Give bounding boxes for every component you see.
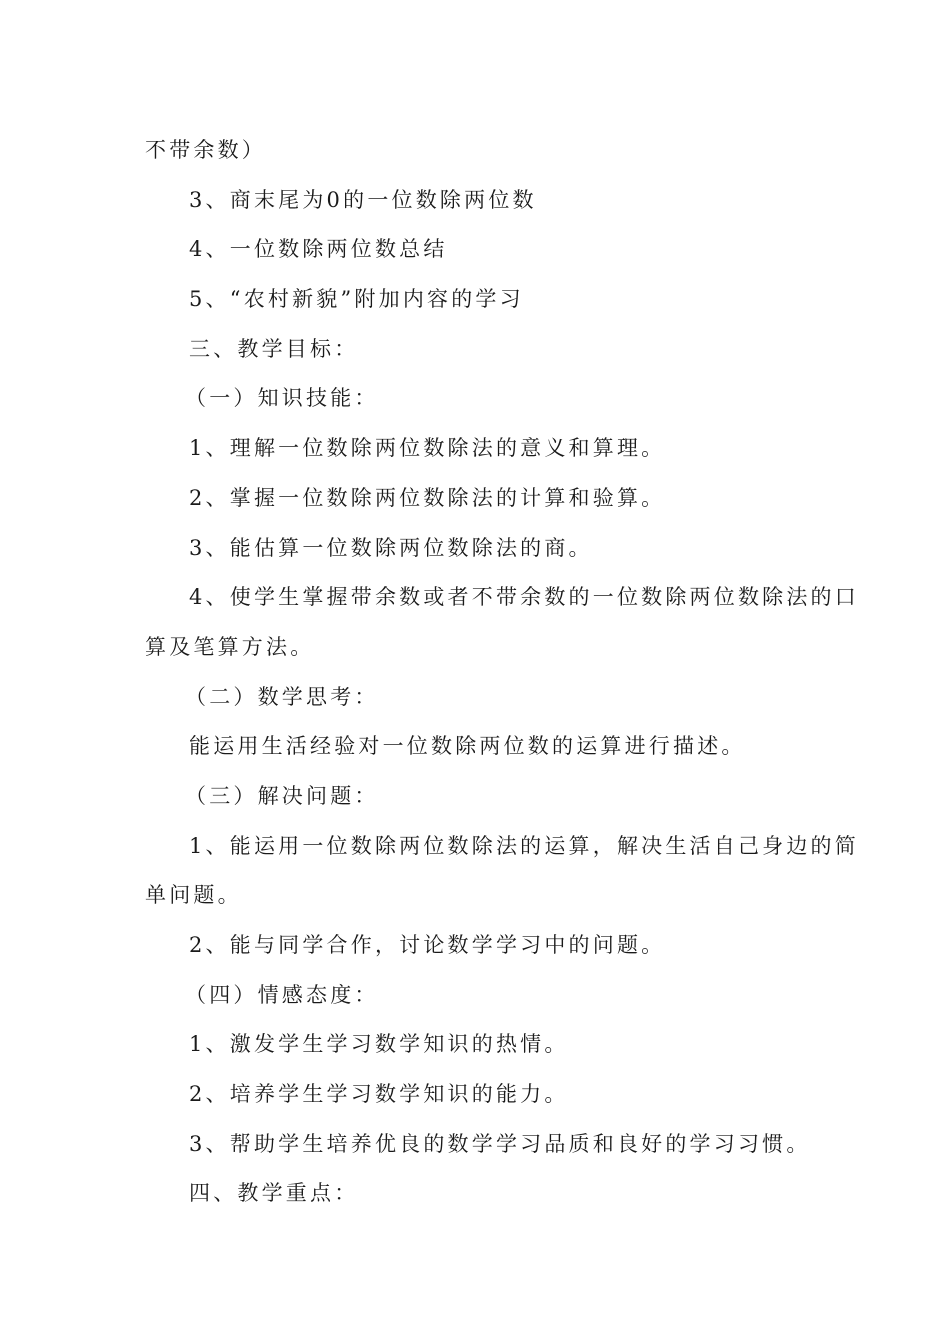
subsection-heading: （三）解决问题： — [185, 783, 379, 808]
subsection-heading: （二）数学思考： — [185, 684, 379, 709]
list-item: 2、掌握一位数除两位数除法的计算和验算。 — [189, 485, 666, 510]
continuation-line: 算及笔算方法。 — [145, 634, 315, 659]
list-item: 2、培养学生学习数学知识的能力。 — [189, 1082, 569, 1107]
section-heading: 四、教学重点： — [189, 1181, 359, 1206]
list-item: 4、使学生掌握带余数或者不带余数的一位数除两位数除法的口 — [189, 585, 859, 610]
list-item: 3、能估算一位数除两位数除法的商。 — [189, 535, 593, 560]
continuation-line: 不带余数） — [145, 138, 266, 162]
continuation-line: 单问题。 — [145, 883, 242, 908]
list-item: 1、理解一位数除两位数除法的意义和算理。 — [189, 436, 666, 461]
paragraph: 能运用生活经验对一位数除两位数的运算进行描述。 — [189, 734, 746, 759]
subsection-heading: （四）情感态度： — [185, 982, 379, 1007]
list-item: 1、能运用一位数除两位数除法的运算，解决生活自己身边的简 — [189, 833, 859, 858]
list-item: 4、一位数除两位数总结 — [189, 237, 448, 262]
list-item: 3、商末尾为0的一位数除两位数 — [189, 187, 537, 212]
list-item: 2、能与同学合作，讨论数学学习中的问题。 — [189, 933, 666, 957]
document-body — [145, 126, 859, 1219]
list-item: 1、激发学生学习数学知识的热情。 — [189, 1032, 569, 1057]
list-item: 5、“农村新貌”附加内容的学习 — [189, 287, 524, 312]
subsection-heading: （一）知识技能： — [185, 386, 379, 411]
list-item: 3、帮助学生培养优良的数学学习品质和良好的学习习惯。 — [189, 1131, 811, 1156]
section-heading: 三、教学目标： — [189, 336, 359, 361]
